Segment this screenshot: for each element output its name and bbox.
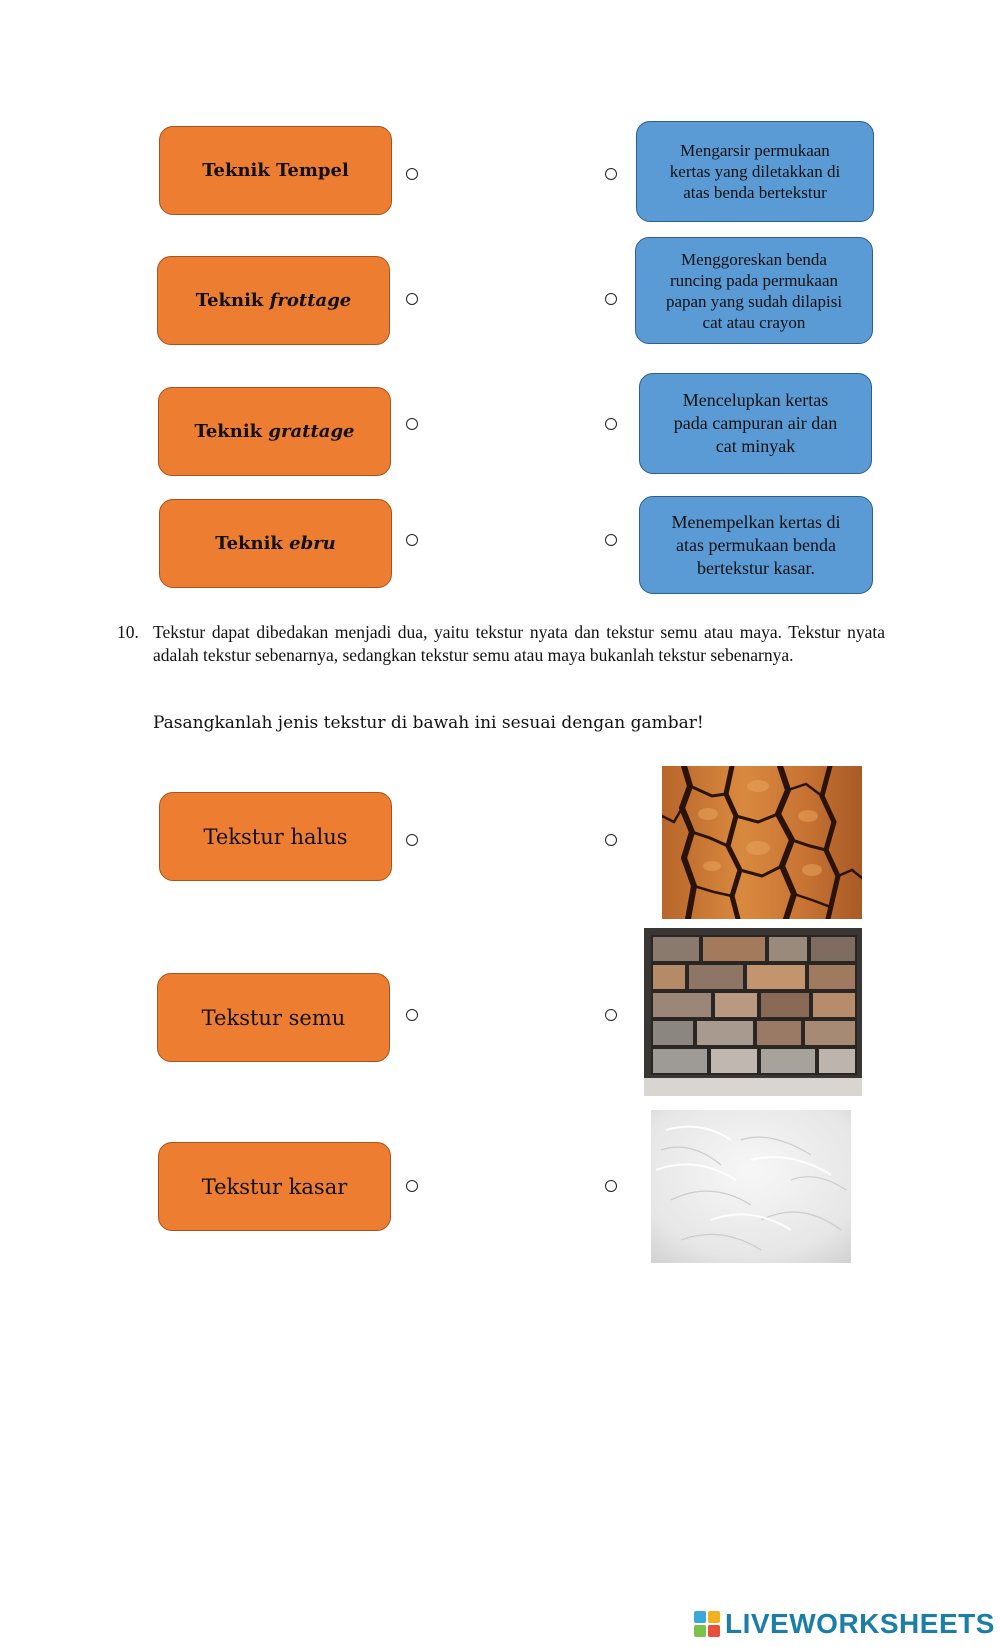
texture-dot-left-3[interactable] [406,1180,418,1192]
description-text: Mengarsir permukaan kertas yang diletakkan di atas benda bertekstur [669,141,841,202]
texture-label: Tekstur halus [203,824,348,849]
match-dot-right-2[interactable] [605,293,617,305]
liveworksheets-logo [694,1606,995,1642]
question-instruction: Pasangkanlah jenis tekstur di bawah ini sesuai dengan gambar! [153,713,704,733]
texture-box-semu [157,973,390,1062]
tree-bark-image [662,766,862,919]
match-dot-right-1[interactable] [605,168,617,180]
description-box-3 [639,373,872,474]
liveworksheets-logo-text: LIVEWORKSHEETS [725,1608,995,1639]
description-text: Menempelkan kertas di atas permukaan benda bertekstur kasar. [671,511,841,578]
technique-label: Teknik Tempel [202,160,349,181]
description-box-1 [636,121,874,222]
texture-label: Tekstur kasar [201,1174,348,1199]
match-dot-left-3[interactable] [406,418,418,430]
white-fur-image [651,1110,851,1263]
description-box-4 [639,496,873,594]
technique-label: Teknik grattage [194,421,355,442]
texture-box-kasar [158,1142,391,1231]
texture-dot-left-2[interactable] [406,1009,418,1021]
technique-box-frottage [157,256,390,345]
match-dot-left-1[interactable] [406,168,418,180]
description-box-2 [635,237,873,344]
technique-box-tempel [159,126,392,215]
texture-dot-right-2[interactable] [605,1009,617,1021]
match-dot-right-3[interactable] [605,418,617,430]
texture-label: Tekstur semu [201,1005,346,1030]
texture-dot-right-3[interactable] [605,1180,617,1192]
technique-label: Teknik frottage [195,290,352,311]
texture-dot-left-1[interactable] [406,834,418,846]
liveworksheets-logo-icon [694,1611,720,1637]
technique-box-grattage [158,387,391,476]
stone-tile-image [644,928,862,1096]
technique-box-ebru [159,499,392,588]
technique-label: Teknik ebru [215,533,336,554]
question-number: 10. [117,622,139,642]
description-text: Menggoreskan benda runcing pada permukaan papan yang sudah dilapisi cat atau crayon [665,249,843,332]
match-dot-right-4[interactable] [605,534,617,546]
match-dot-left-4[interactable] [406,534,418,546]
match-dot-left-2[interactable] [406,293,418,305]
question-text: Tekstur dapat dibedakan menjadi dua, yaitu tekstur nyata dan tekstur semu atau maya. Tekstur nyata adalah tekstur sebenarnya, sedangkan tekstur semu atau maya bukanlah tekstur sebenarnya. [153,622,885,665]
texture-dot-right-1[interactable] [605,834,617,846]
description-text: Mencelupkan kertas pada campuran air dan cat minyak [673,390,838,456]
texture-box-halus [159,792,392,881]
